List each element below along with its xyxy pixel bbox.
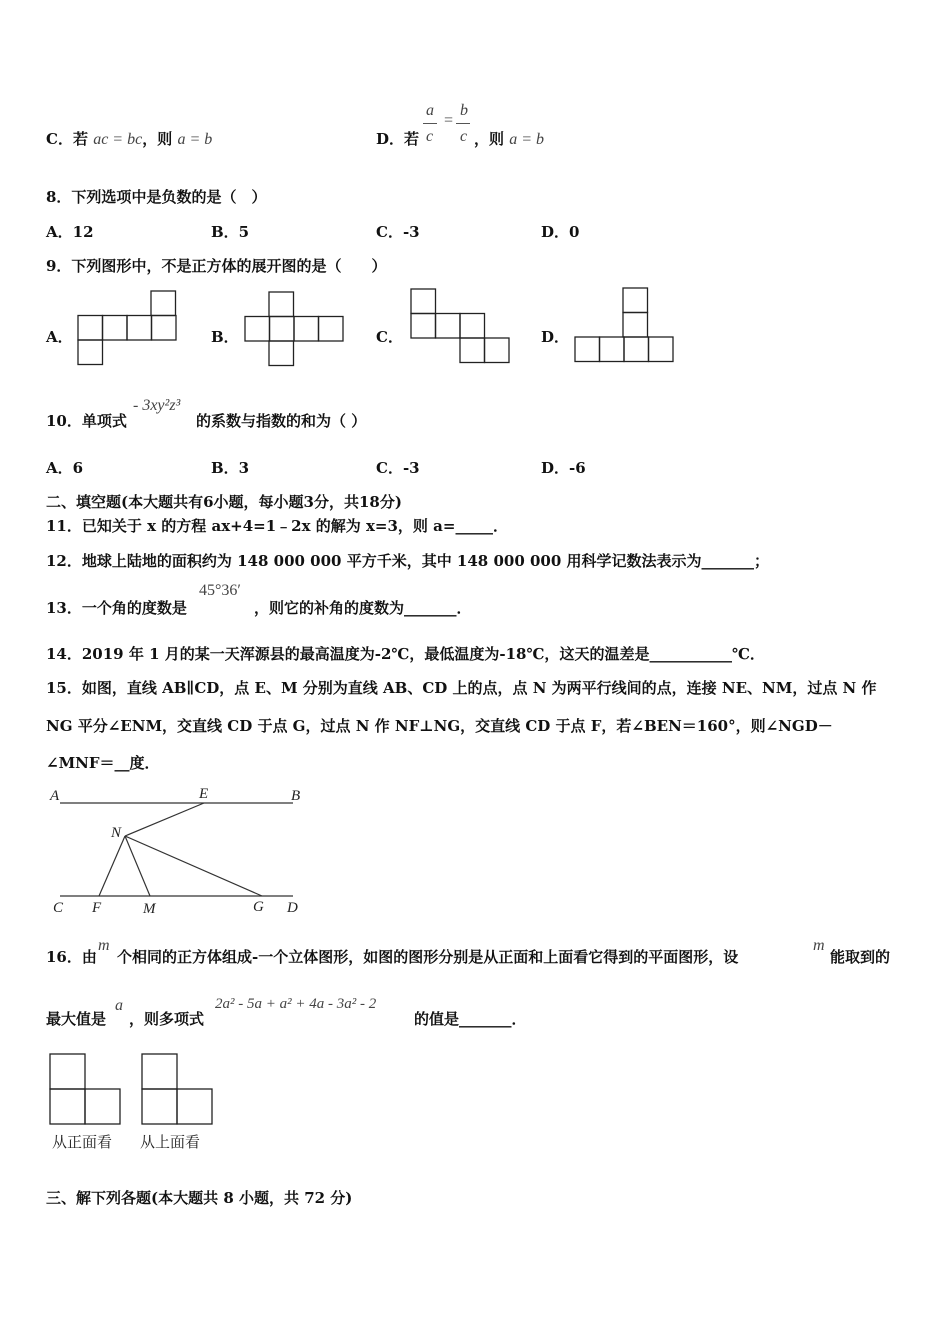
q10-option-b: B．3 — [211, 459, 250, 477]
q7-d-den1: c — [426, 128, 434, 145]
q13-stem-post: ，则它的补角的度数为_______． — [254, 599, 472, 617]
q7-c-then: ，则 — [142, 130, 173, 148]
q15-line3: ∠MNF＝__度． — [46, 754, 160, 772]
q15-label-F: F — [92, 900, 102, 916]
q15-label-A: A — [50, 788, 60, 804]
q10-option-d: D．-6 — [541, 459, 586, 477]
q7-d-num2: b — [460, 102, 468, 119]
section-3-heading: 三、解下列各题(本大题共 8 小题，共 72 分) — [46, 1189, 353, 1207]
q7-d-then: ，则 — [474, 130, 505, 148]
q9-label-c: C． — [376, 328, 403, 346]
q10-stem-pre: 10．单项式 — [46, 412, 127, 430]
q9-label-b: B． — [211, 328, 239, 346]
q7-d-num1: a — [426, 102, 434, 119]
q10-option-c: C．-3 — [376, 459, 420, 477]
section-2-heading: 二、填空题(本大题共有6小题，每小题3分，共18分) — [46, 493, 402, 511]
q9-stem: 9．下列图形中，不是正方体的展开图的是（ ） — [46, 257, 387, 275]
q16-line1-pre: 16．由 — [46, 948, 97, 966]
q8-option-c: C．-3 — [376, 223, 420, 241]
q16-var-m-2: m — [813, 937, 825, 954]
q16-line2-pre: 最大值是 — [46, 1010, 107, 1028]
q16-caption-top: 从上面看 — [140, 1133, 201, 1151]
q7-d-den2: c — [460, 128, 468, 145]
q10-expr: - 3xy²z³ — [133, 397, 181, 414]
q15-label-N: N — [111, 825, 122, 841]
q16-line1-mid: 个相同的正方体组成-一个立体图形，如图的图形分别是从正面和上面看它得到的平面图形，设 — [117, 948, 739, 966]
q16-var-m: m — [98, 937, 110, 954]
q10-option-a: A．6 — [46, 459, 84, 477]
q16-line2-post: 的值是_______． — [414, 1010, 527, 1028]
q13-stem-pre: 13．一个角的度数是 — [46, 599, 187, 617]
q11-stem: 11．已知关于 x 的方程 ax+4=1﹣2x 的解为 x=3，则 a=_____． — [46, 517, 508, 535]
q15-line1: 15．如图，直线 AB∥CD，点 E、M 分别为直线 AB、CD 上的点，点 N 为两平行线间的点，连接 NE、NM，过点 N 作 — [46, 679, 877, 697]
q8-stem: 8．下列选项中是负数的是（ ） — [46, 188, 267, 206]
q7-d-label: D．若 — [376, 130, 420, 148]
q14-stem: 14．2019 年 1 月的某一天浑源县的最高温度为-2℃，最低温度为-18℃，这天的温差是___________℃． — [46, 645, 765, 663]
q9-label-d: D． — [541, 328, 570, 346]
q10-stem-post: 的系数与指数的和为（ ） — [196, 412, 367, 430]
q7-d-concl: a = b — [509, 131, 545, 148]
q16-polynomial: 2a² - 5a + a² + 4a - 3a² - 2 — [215, 996, 377, 1012]
q15-line2: NG 平分∠ENM，交直线 CD 于点 G，过点 N 作 NF⊥NG，交直线 CD 于点 F，若∠BEN＝160°，则∠NGD－ — [46, 717, 833, 735]
q15-label-B: B — [291, 788, 301, 804]
q7-c-expr: ac = bc — [93, 131, 143, 148]
q16-var-a: a — [115, 997, 123, 1014]
q15-label-C: C — [53, 900, 64, 916]
q15-label-M: M — [143, 901, 156, 917]
q8-option-d: D．0 — [541, 223, 580, 241]
q15-label-D: D — [287, 900, 298, 916]
q8-option-a: A．12 — [46, 223, 94, 241]
q7-c-label: C．若 — [46, 130, 88, 148]
q15-label-E: E — [199, 786, 209, 802]
q7-c-concl: a = b — [177, 131, 213, 148]
q9-label-a: A． — [46, 328, 73, 346]
q12-stem: 12．地球上陆地的面积约为 148 000 000 平方千米，其中 148 000 000 用科学记数法表示为_______； — [46, 552, 770, 570]
q8-option-b: B．5 — [211, 223, 250, 241]
q16-line2-mid: ，则多项式 — [129, 1010, 205, 1028]
q16-line1-post: 能取到的 — [830, 948, 891, 966]
q16-caption-front: 从正面看 — [52, 1133, 113, 1151]
q15-label-G: G — [253, 899, 264, 915]
q13-expr: 45°36′ — [199, 582, 241, 599]
q7-d-eq: = — [443, 112, 454, 129]
